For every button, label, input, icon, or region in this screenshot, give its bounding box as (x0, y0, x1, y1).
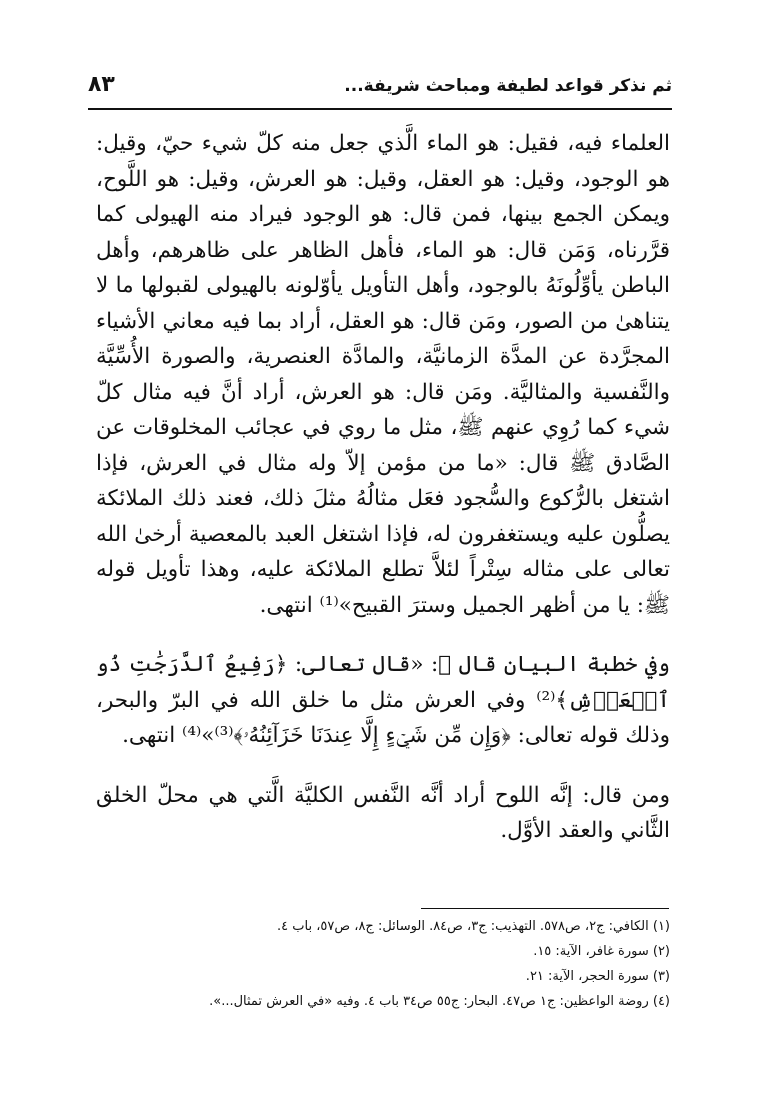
footnote-1: (١) الكافي: ج٢، ص٥٧٨. التهذيب: ج٣، ص٨٤. الوسائل: ج٨، ص٥٧، باب ٤. (277, 919, 670, 934)
footnote-3: (٣) سورة الحجر، الآية: ٢١. (525, 969, 670, 984)
paragraph-3: ومن قال: إنَّه اللوح أراد أنَّه النَّفس الكليَّة الَّتي هي محلّ الخلق الثَّاني والعقد الأوَّل. (96, 782, 670, 843)
footnotes (130, 914, 670, 1014)
page-number: ٨٣ (88, 72, 115, 97)
footnote-2: (٢) سورة غافر، الآية: ١٥. (533, 944, 670, 959)
paragraph-1: العلماء فيه، فقيل: هو الماء الَّذي جعل منه كلّ شيء حيّ، وقيل: هو الوجود، وقيل: هو العقل، وقيل: هو العرش، وقيل: هو اللَّوح، ويمكن الجمع بينها، فمن قال: هو الوجود فيراد منه الهيولى كما قرَّرناه، وَمَن قال: هو الماء، فأهل الظاهر على ظاهرهم، وأهل الباطن يأوِّلُونَهُ بالوجود، وأهل التأويل يأوّلونه بالهيولى لقبولها ما لا يتناهىٰ من الصور، ومَن قال: هو العقل، أراد بما فيه معاني الأشياء المجرَّدة عن المدَّة الزمانيَّة، والمادَّة العنصرية، والصورة الأُسِّيَّة والنَّفسية والمثاليَّة. ومَن قال: هو العرش، أراد أنَّ فيه مثال كلّ شيء كما رُوِي عنهم ﷺ، مثل ما روي في عجائب المخلوقات عن الصَّادق ﷺ قال: «ما من مؤمن إلاّ وله مثال في العرش، فإذا اشتغل بالرُّكوع والسُّجود فعَل مثالُهُ مثلَ ذلك، فعند ذلك الملائكة يصلُّون عليه ويستغفرون له، فإذا اشتغل العبد بالمعصية أرخىٰ الله تعالى على مثاله سِتْراً لئلاَّ تطلع الملائكة عليه، وهذا تأويل قوله ﷺ: يا من أظهر الجميل وسترَ القبيح»⁽¹⁾ انتهى. (96, 131, 670, 618)
paragraph-2: وفي خطبة البيان قال ﷺ: «قال تعالى: ﴿رَفِيعُ ٱلدَّرَجَٰتِ ذُو ٱلۡعَرۡشِ﴾⁽²⁾ وفي العرش مثل ما خلق الله في البرّ والبحر، وذلك قوله تعالى: ﴿وَإِن مِّن شَيۡءٍ إِلَّا عِندَنَا خَزَآئِنُهُۥ﴾⁽³⁾»⁽⁴⁾ انتهى. (96, 652, 670, 748)
main-text (96, 126, 670, 849)
footnote-4: (٤) روضة الواعظين: ج١ ص٤٧. البحار: ج٥٥ ص٣٤ باب ٤. وفيه «في العرش تمثال...». (209, 994, 670, 1009)
header-rule (88, 108, 672, 110)
page-header (88, 70, 672, 110)
running-title: ثم نذكر قواعد لطيفة ومباحث شريفة... (344, 76, 672, 96)
footnote-rule (421, 908, 669, 909)
